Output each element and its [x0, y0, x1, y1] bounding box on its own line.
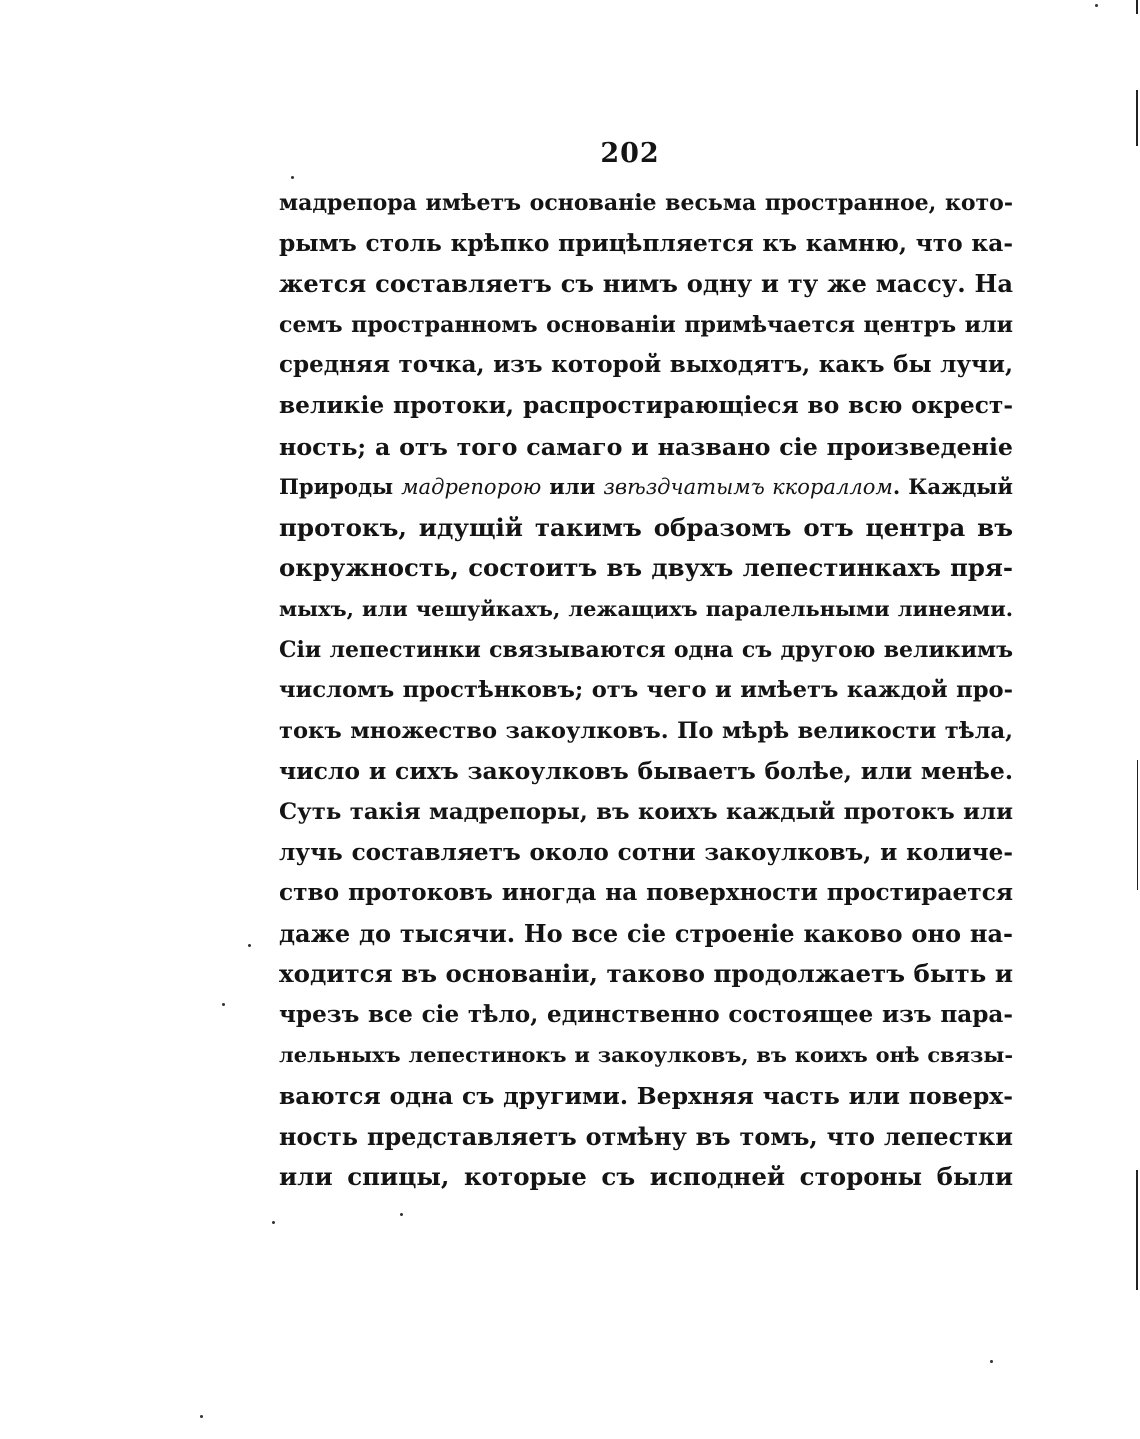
- text-line-4: семъ пространномъ основаніи примѣчается центръ или: [279, 311, 1013, 338]
- text-line-18: ство протоковъ иногда на поверхности простирается: [279, 879, 1013, 907]
- text-line-24: ность представляетъ отмѣну въ томъ, что лепестки: [279, 1122, 1013, 1151]
- scan-speck: [248, 944, 251, 947]
- text-line-14: токъ множество закоулковъ. По мѣрѣ великости тѣла,: [279, 717, 1013, 744]
- text-line-8: [279, 467, 1013, 508]
- scan-speck: [990, 1360, 993, 1363]
- text-line-23: ваются одна съ другими. Верхняя часть или поверх-: [279, 1082, 1013, 1111]
- scan-speck: [400, 1213, 403, 1216]
- line8-before: Природы: [279, 474, 402, 500]
- scan-speck: [272, 1221, 275, 1224]
- text-line-9: протокъ, идущій такимъ образомъ отъ центра въ: [279, 512, 1013, 542]
- line8-after: . Каждый: [892, 474, 1013, 500]
- line8-middle: или: [541, 474, 604, 500]
- text-line-13: числомъ простѣнковъ; отъ чего и имѣетъ каждой про-: [279, 677, 1013, 704]
- scan-edge-mark: [1136, 90, 1138, 146]
- scan-edge-mark: [1136, 0, 1138, 14]
- text-line-3: жется составляетъ съ нимъ одну и ту же массу. На: [279, 269, 1013, 299]
- page-number: 202: [600, 138, 660, 169]
- text-line-15: число и сихъ закоулковъ бываетъ болѣе, или менѣе.: [279, 757, 1013, 786]
- scan-speck: [222, 1003, 225, 1006]
- scan-speck: [291, 176, 294, 179]
- text-line-22: лельныхъ лепестинокъ и закоулковъ, въ коихъ онѣ связы-: [279, 1042, 1013, 1068]
- text-line-7: ность; а отъ того самаго и названо сіе произведеніе: [279, 432, 1013, 461]
- text-line-2: рымъ столь крѣпко прицѣпляется къ камню, что ка-: [279, 229, 1013, 257]
- scan-edge-mark: [1137, 760, 1138, 890]
- text-line-1: мадрепора имѣетъ основаніе весьма пространное, кото-: [279, 190, 1013, 216]
- text-line-10: окружность, состоитъ въ двухъ лепестинкахъ пря-: [279, 553, 1013, 583]
- text-line-25: или спицы, которые съ исподней стороны были: [279, 1162, 1013, 1192]
- text-line-16: Суть такія мадрепоры, въ коихъ каждый протокъ или: [279, 798, 1013, 825]
- body-text: [279, 183, 1013, 1198]
- text-line-17: лучь составляетъ около сотни закоулковъ, и количе-: [279, 838, 1013, 866]
- italic-term-coral: звѣздчатымъ ккораллом: [603, 474, 893, 500]
- text-line-5: средняя точка, изъ которой выходятъ, какъ бы лучи,: [279, 351, 1013, 379]
- text-line-20: ходится въ основаніи, таково продолжаетъ быть и: [279, 959, 1013, 989]
- scan-speck: [1095, 4, 1098, 7]
- scan-edge-mark: [1136, 1170, 1138, 1290]
- text-line-19: даже до тысячи. Но все сіе строеніе каково оно на-: [279, 918, 1013, 948]
- text-line-12: Сіи лепестинки связываются одна съ другою великимъ: [279, 636, 1013, 663]
- text-line-21: чрезъ все сіе тѣло, единственно состоящее изъ пара-: [279, 1000, 1013, 1028]
- text-line-6: великіе протоки, распростирающіеся во всю окрест-: [279, 391, 1013, 419]
- text-line-11: мыхъ, или чешуйкахъ, лежащихъ паралельными линеями.: [279, 595, 1013, 621]
- scan-speck: [200, 1415, 203, 1418]
- italic-term-madrepora: мадрепорою: [401, 474, 542, 500]
